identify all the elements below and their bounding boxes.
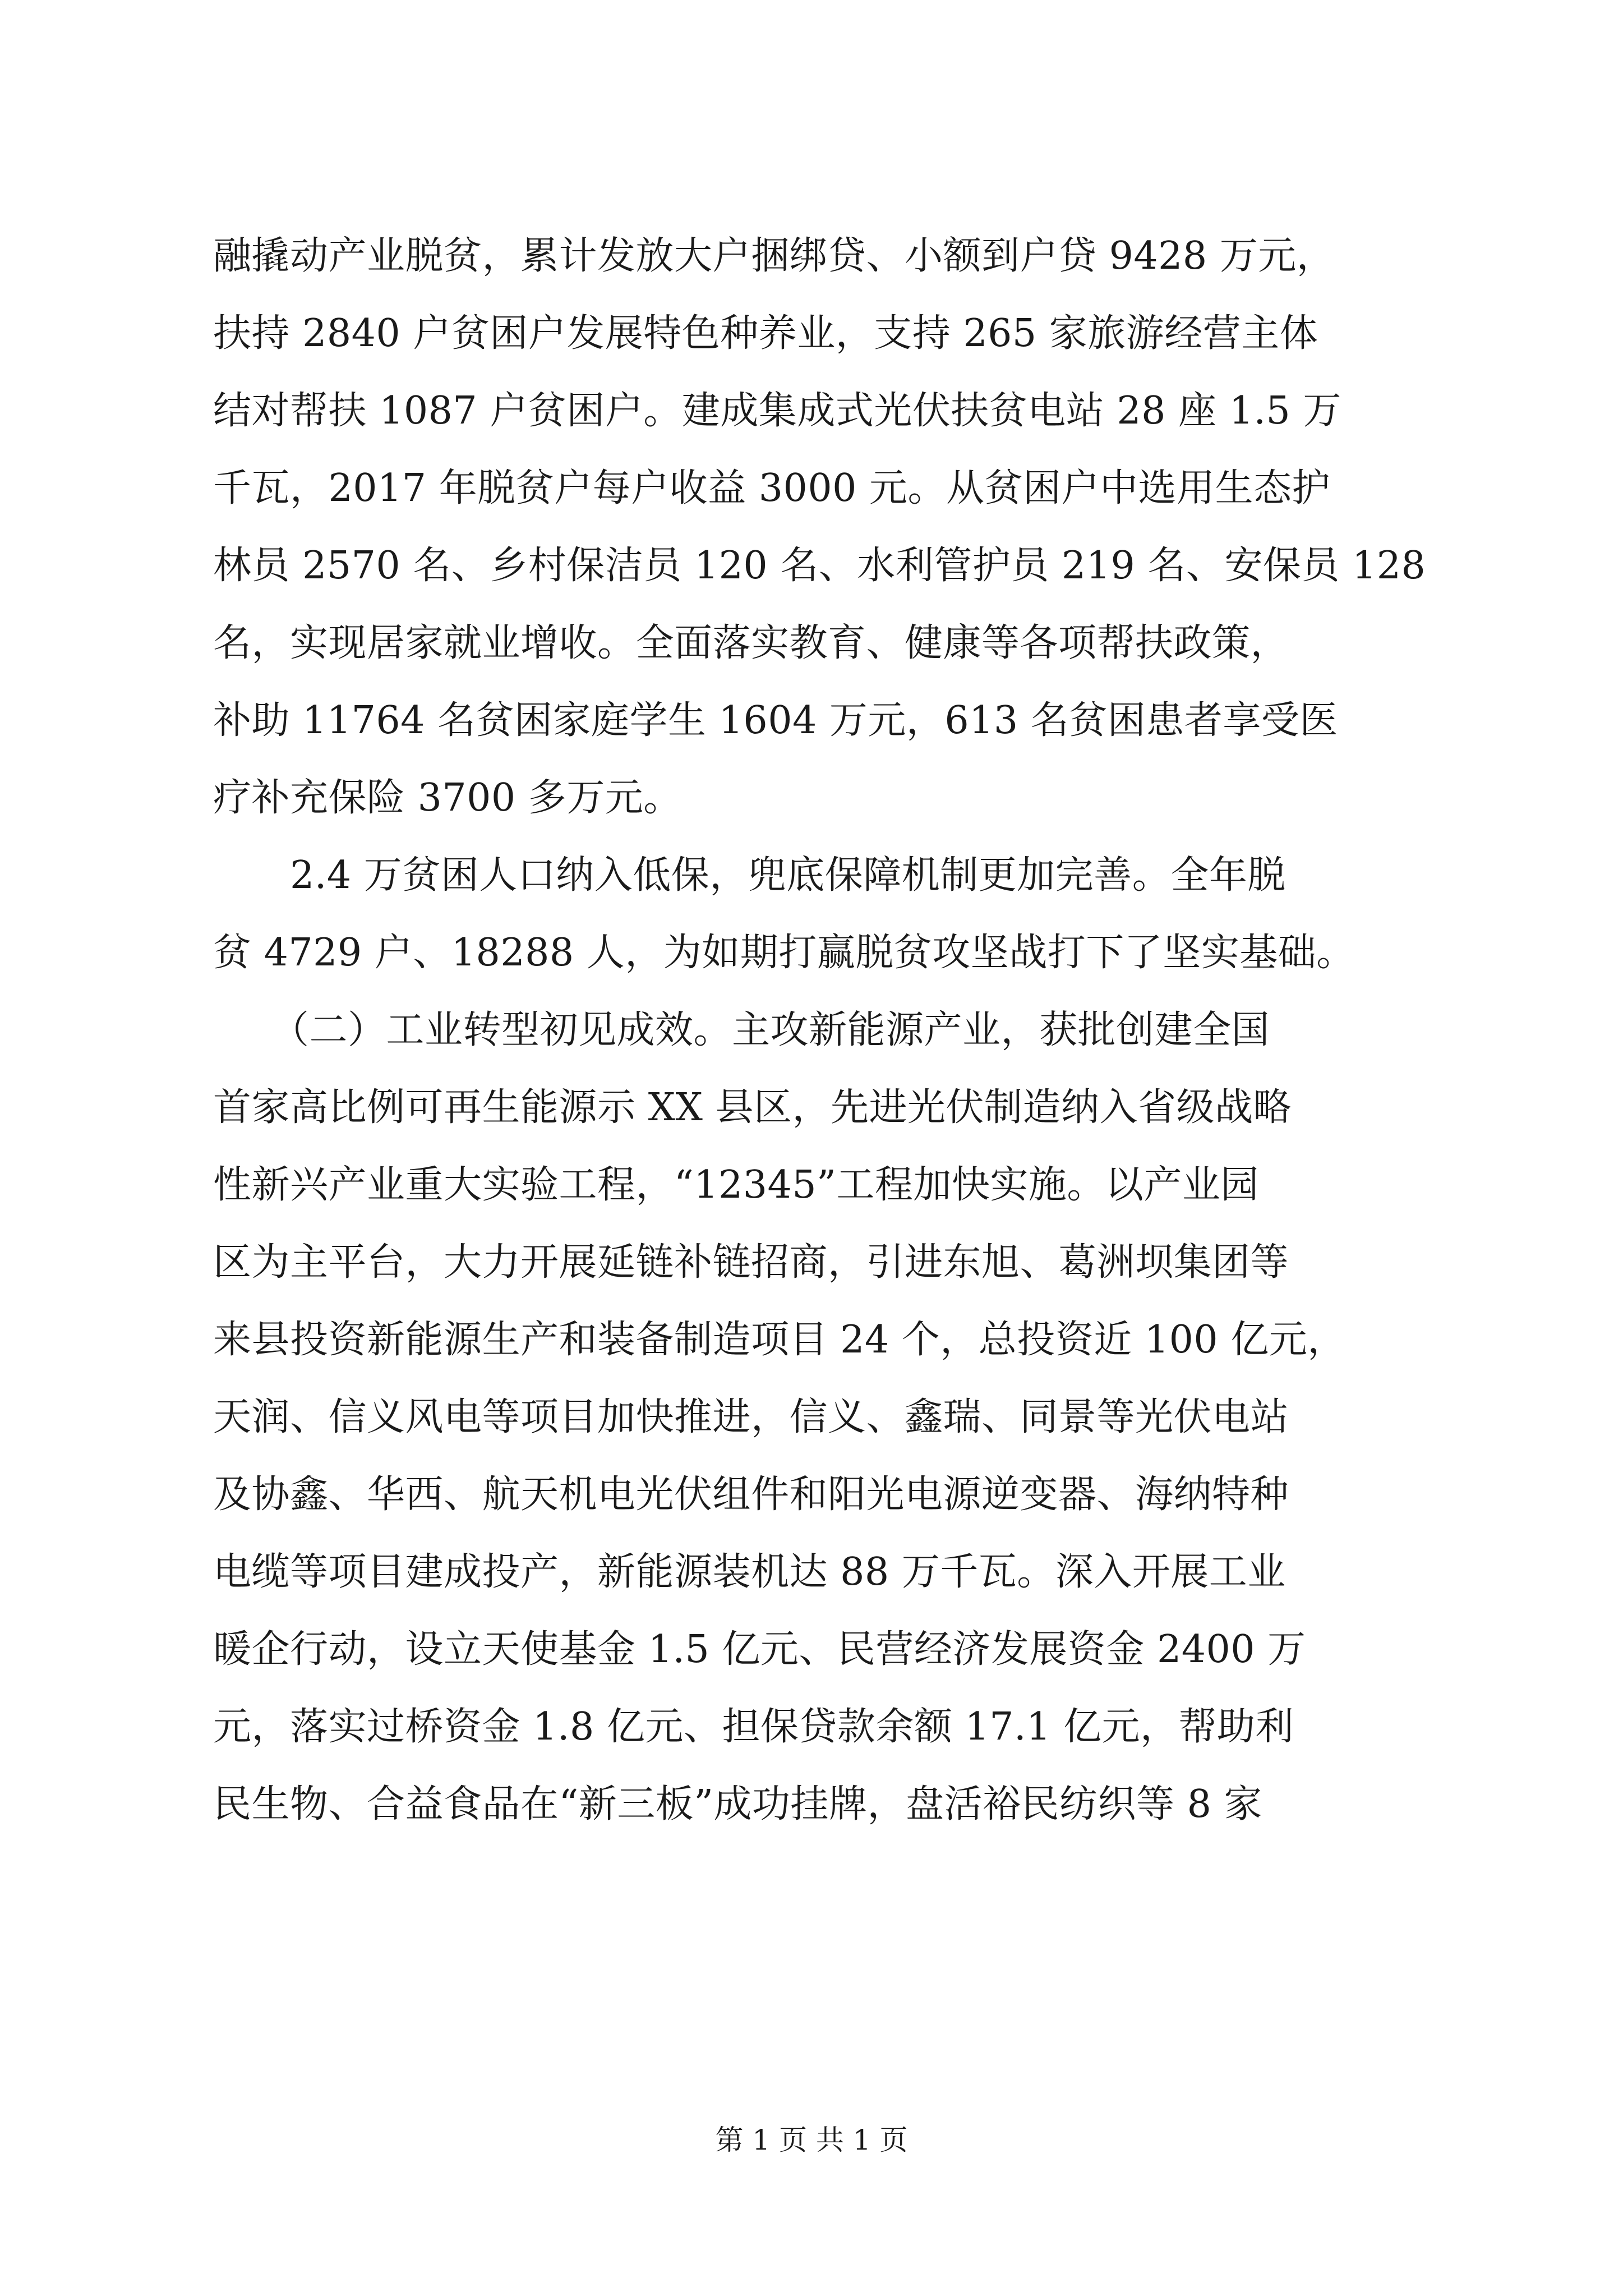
text-line: 千瓦，2017 年脱贫户每户收益 3000 元。从贫困户中选用生态护 (213, 466, 1330, 510)
text-line: 林员 2570 名、乡村保洁员 120 名、水利管护员 219 名、安保员 128 (213, 544, 1426, 588)
text-line: 结对帮扶 1087 户贫困户。建成集成式光伏扶贫电站 28 座 1.5 万 (213, 389, 1341, 433)
text-line: 暖企行动，设立天使基金 1.5 亿元、民营经济发展资金 2400 万 (213, 1627, 1306, 1672)
text-line: 性新兴产业重大实验工程，“12345”工程加快实施。以产业园 (213, 1163, 1259, 1207)
text-line: 元，落实过桥资金 1.8 亿元、担保贷款余额 17.1 亿元，帮助利 (213, 1705, 1294, 1749)
text-line: 电缆等项目建成投产，新能源装机达 88 万千瓦。深入开展工业 (213, 1550, 1286, 1594)
text-line: 区为主平台，大力开展延链补链招商，引进东旭、葛洲坝集团等 (213, 1240, 1289, 1285)
text-line: 及协鑫、华西、航天机电光伏组件和阳光电源逆变器、海纳特种 (213, 1473, 1289, 1517)
text-line: 贫 4729 户、18288 人，为如期打赢脱贫攻坚战打下了坚实基础。 (213, 931, 1355, 975)
text-line: 疗补充保险 3700 多万元。 (213, 776, 682, 820)
page-number-label: 第 1 页 共 1 页 (715, 2124, 908, 2156)
text-line: 扶持 2840 户贫困户发展特色种养业，支持 265 家旅游经营主体 (213, 311, 1318, 356)
page-footer (0, 2120, 1623, 2160)
text-line: 补助 11764 名贫困家庭学生 1604 万元，613 名贫困患者享受医 (213, 698, 1338, 743)
text-line: 民生物、合益食品在“新三板”成功挂牌，盘活裕民纺织等 8 家 (213, 1782, 1263, 1826)
text-line: 来县投资新能源生产和装备制造项目 24 个，总投资近 100 亿元， (213, 1318, 1346, 1362)
text-line: 天润、信义风电等项目加快推进，信义、鑫瑞、同景等光伏电站 (213, 1395, 1289, 1439)
text-line: （二）工业转型初见成效。主攻新能源产业，获批创建全国 (213, 1008, 1270, 1052)
text-line: 首家高比例可再生能源示 XX 县区，先进光伏制造纳入省级战略 (213, 1085, 1292, 1130)
text-line: 融撬动产业脱贫，累计发放大户捆绑贷、小额到户贷 9428 万元， (213, 234, 1335, 278)
body-text (213, 218, 1426, 1843)
text-line: 2.4 万贫困人口纳入低保，兜底保障机制更加完善。全年脱 (213, 853, 1286, 898)
text-line: 名，实现居家就业增收。全面落实教育、健康等各项帮扶政策， (213, 621, 1289, 665)
